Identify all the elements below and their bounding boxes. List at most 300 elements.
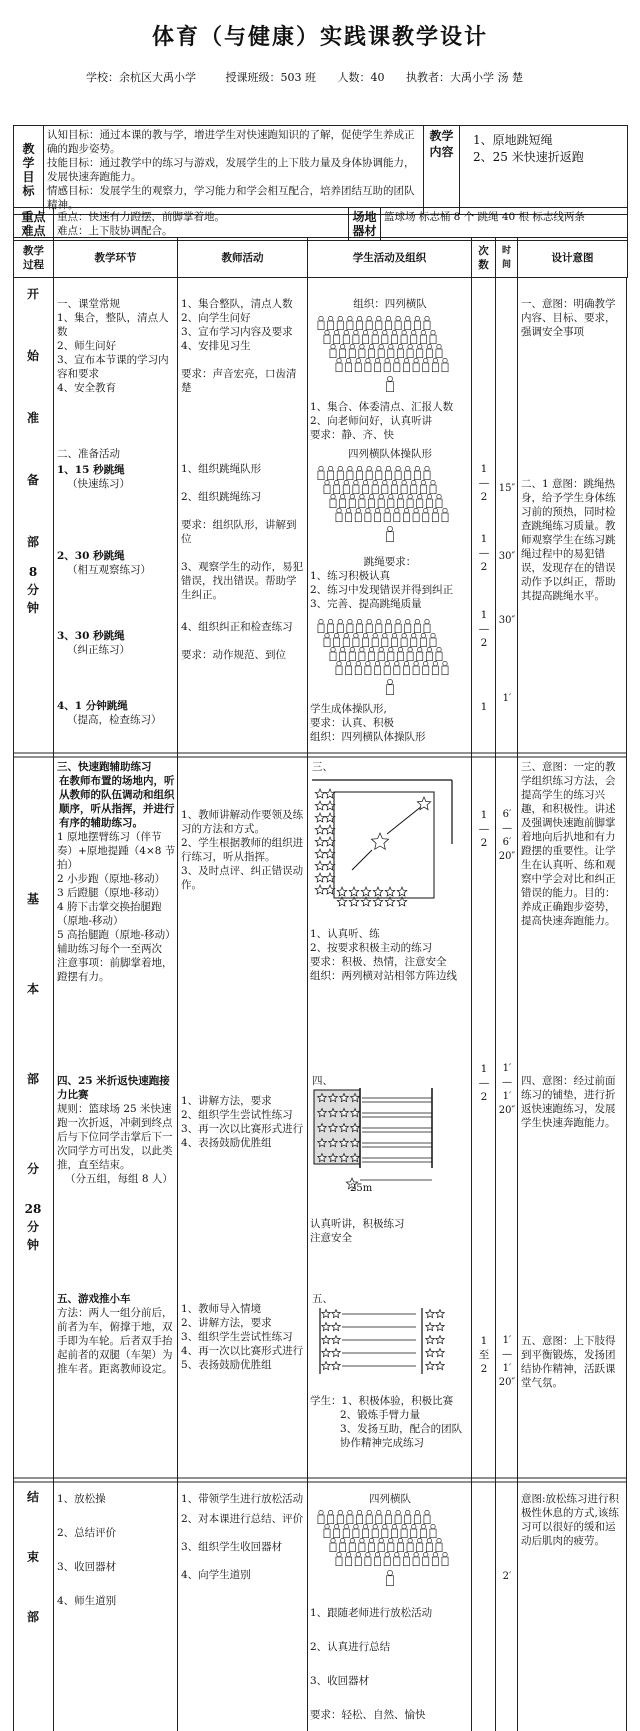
section-basic-label: 基 本 部 分 28 分 钟 (24, 892, 42, 1252)
person-icon (394, 508, 400, 521)
person-icon (346, 1552, 352, 1565)
person-icon (347, 1510, 353, 1523)
formation-diagram-3 (315, 617, 465, 699)
diag4-label: 四、 (312, 1075, 333, 1087)
diag3-label: 三、 (312, 761, 333, 773)
person-icon (384, 358, 390, 371)
formation-diagram-end (315, 1508, 465, 1592)
goals-text (44, 126, 424, 215)
person-icon (417, 1538, 423, 1551)
content-item: 2、25 米快速折返跑 (473, 150, 584, 164)
person-icon (436, 647, 442, 660)
person-icon (372, 633, 378, 646)
hard-point: 难点：上下肢协调配合。 (57, 225, 173, 237)
student-star-icon (325, 861, 335, 870)
student-star-icon (373, 887, 383, 896)
person-icon (349, 1538, 355, 1551)
student-star-icon (325, 789, 335, 798)
person-icon (430, 330, 436, 343)
end-intent: 意图:放松练习进行积极性休息的方式,该练习可以很好的缓和运动后肌肉的疲劳。 (521, 1493, 620, 1547)
person-icon (340, 344, 346, 357)
basic-step3: 三、快速跑辅助练习 在教师布置的场地内，听从教师的队伍调动和组织顺序，听从指挥，并进行有序的辅助练习。 1 原地摆臂练习（伴节奏）+原地提踵（4×8 节拍） 2 小步跑（原地-移动） 3 后蹬腿（原地-移动） 4 胯下击掌交换抬腿跑（原地-移动） 5 高抬腿跑（原地-移动） 辅助练习每个一至两次 注意事项：前脚掌着地，蹬摆有力。 (57, 761, 176, 983)
student-star-icon (426, 1310, 435, 1318)
person-icon (366, 466, 372, 479)
person-icon (359, 647, 365, 660)
person-icon (340, 494, 346, 507)
student-star-icon (397, 887, 407, 896)
person-icon (362, 633, 368, 646)
student-star-icon (325, 825, 335, 834)
person-icon (401, 480, 407, 493)
person-icon (374, 358, 380, 371)
content-item: 1、原地跳短绳 (473, 133, 553, 147)
person-icon (366, 619, 372, 632)
student-star-icon (315, 813, 325, 822)
person-icon (432, 358, 438, 371)
person-icon (353, 330, 359, 343)
person-icon (432, 1552, 438, 1565)
start-student1: 1、集合、体委清点、汇报人数 2、向老师问好，认真听讲 要求：静、齐、快 (310, 401, 454, 441)
person-icon (414, 466, 420, 479)
person-icon (346, 358, 352, 371)
person-icon (378, 647, 384, 660)
person-icon (397, 344, 403, 357)
person-icon (343, 330, 349, 343)
person-icon (376, 466, 382, 479)
basic-teacher4: 1、讲解方法，要求 2、组织学生尝试性练习 3、再一次以比赛形式进行 4、表扬鼓励优胜组 (181, 1095, 304, 1149)
header-intent: 设计意图 (518, 238, 628, 278)
person-icon (353, 480, 359, 493)
person-icon (376, 316, 382, 329)
person-icon (366, 1510, 372, 1523)
section-start-label: 开 始 准 备 部 8 分 钟 (26, 287, 39, 615)
start-times: 1 — 2 1 — 2 1 — 2 1 (478, 463, 490, 713)
person-icon (405, 466, 411, 479)
person-icon (417, 344, 423, 357)
person-icon (372, 1524, 378, 1537)
person-icon (318, 1510, 324, 1523)
person-icon (356, 316, 362, 329)
header-student: 学生活动及组织 (308, 238, 472, 278)
student-star-icon (325, 885, 335, 894)
person-icon (430, 633, 436, 646)
student-star-icon (426, 1349, 435, 1357)
start-intent1: 一、意图：明确教学内容、目标、要求，强调安全事项 (521, 298, 616, 338)
person-icon (385, 1510, 391, 1523)
start-teacher2: 1、组织跳绳队形 2、组织跳绳练习 要求：组织队形，讲解到位 3、观察学生的动作，易犯错误，找出错误。帮助学生纠正。 4、组织纠正和检查练习 要求：动作规范、到位 (181, 463, 304, 661)
key-point: 重点：快速有力蹬摆，前脚掌着地。 (57, 211, 225, 223)
person-icon (423, 508, 429, 521)
person-icon (403, 508, 409, 521)
person-icon (330, 344, 336, 357)
person-icon (414, 619, 420, 632)
student-star-icon (337, 887, 347, 896)
basic-intent4: 四、意图：经过前面练习的铺垫，进行折返快速跑练习，发展学生快速奔跑能力。 (521, 1075, 616, 1129)
basic-intent5: 五、意图：上下肢得到平衡锻炼，发扬团结协作精神，活跃课堂气氛。 (521, 1335, 616, 1389)
person-icon (334, 633, 340, 646)
person-icon (420, 480, 426, 493)
person-icon (382, 330, 388, 343)
school-value: 余杭区大禹小学 (119, 71, 196, 84)
student-star-icon (315, 849, 325, 858)
keypoints-table (13, 207, 628, 241)
person-icon (386, 526, 393, 541)
person-icon (336, 358, 342, 371)
person-icon (324, 1524, 330, 1537)
person-icon (407, 647, 413, 660)
end-student-title: 四列横队 (369, 1493, 411, 1505)
section-end-label: 结 束 部 (26, 1490, 39, 1624)
person-icon (417, 494, 423, 507)
student-star-icon (361, 887, 371, 896)
person-icon (359, 494, 365, 507)
person-icon (343, 1524, 349, 1537)
meta-line (0, 70, 640, 86)
basic-step4: 四、25 米折返快速跑接力比赛 规则：篮球场 25 米快速跑一次折返，冲刺到终点后与下位同学击掌后下一次同学方可出发，以此类推，直至结束。 （分五组，每组 8 人） (57, 1075, 173, 1185)
basic-student6: 认真听讲，积极练习 注意安全 (310, 1218, 405, 1244)
student-star-icon (385, 887, 395, 896)
person-icon (337, 1510, 343, 1523)
header-teacher: 教师活动 (178, 238, 308, 278)
person-icon (413, 358, 419, 371)
person-icon (388, 647, 394, 660)
person-icon (420, 330, 426, 343)
person-icon (420, 1524, 426, 1537)
person-icon (394, 358, 400, 371)
person-icon (374, 508, 380, 521)
person-icon (432, 661, 438, 674)
person-icon (414, 316, 420, 329)
person-icon (403, 661, 409, 674)
person-icon (423, 358, 429, 371)
person-icon (349, 647, 355, 660)
person-icon (386, 679, 393, 694)
person-icon (324, 480, 330, 493)
student-star-icon (315, 873, 325, 882)
formation-diagram-2 (315, 464, 465, 550)
person-icon (442, 508, 448, 521)
person-icon (397, 647, 403, 660)
person-icon (417, 647, 423, 660)
end-student: 1、跟随老师进行放松活动 2、认真进行总结 3、收回器材 要求：轻松、自然、愉快 (310, 1607, 433, 1721)
person-icon (413, 1552, 419, 1565)
student-star-icon (315, 885, 325, 894)
person-icon (334, 480, 340, 493)
basic-step5: 五、游戏推小车 方法：两人一组分前后，前者为车，俯撑于地，双手即为车轮。后者双手抬起前者的双腿（车架）为推车者。距离教师设定。 (57, 1293, 173, 1375)
person-icon (368, 1538, 374, 1551)
person-icon (407, 344, 413, 357)
person-icon (349, 494, 355, 507)
person-icon (442, 1552, 448, 1565)
person-icon (368, 494, 374, 507)
student-star-icon (332, 1323, 341, 1331)
person-icon (365, 1552, 371, 1565)
person-icon (328, 316, 334, 329)
person-icon (384, 508, 390, 521)
cart-diagram-5 (312, 1306, 462, 1378)
person-icon (365, 358, 371, 371)
person-icon (413, 661, 419, 674)
basic-time4: 1′ — 1′ 20″ (498, 1063, 516, 1116)
person-icon (340, 647, 346, 660)
header-step: 教学环节 (54, 238, 178, 278)
header-process: 教学过程 (14, 238, 54, 278)
person-icon (343, 480, 349, 493)
person-icon (436, 1538, 442, 1551)
person-icon (442, 358, 448, 371)
person-icon (401, 1524, 407, 1537)
person-icon (362, 330, 368, 343)
student-star-icon (322, 1349, 331, 1357)
keypoints-text (54, 208, 349, 241)
student-star-icon (332, 1362, 341, 1370)
goal-skill: 技能目标：通过教学中的练习与游戏，发展学生的上下肢力量及身体协调能力，发展快速奔跑能力。 (47, 157, 415, 183)
person-icon (411, 1524, 417, 1537)
header-times: 次数 (472, 238, 496, 278)
person-icon (386, 1570, 393, 1585)
person-icon (347, 619, 353, 632)
student-star-icon (426, 1336, 435, 1344)
end-steps: 1、放松操 2、总结评价 3、收回器材 4、师生道别 (57, 1493, 117, 1607)
person-icon (353, 1524, 359, 1537)
person-icon (356, 466, 362, 479)
person-icon (336, 661, 342, 674)
person-icon (426, 1538, 432, 1551)
venue-label: 场地器材 (349, 208, 381, 241)
basic-intent3: 三、意图：一定的教学组织练习方法，会提高学生的练习兴趣，和积极性。讲述及强调快速跑前脚掌着地向后扒地和有力蹬摆的重要性。让学生在认真听、练和观察中学会对比和纠正错误的能力。目的：养成正确跑步姿势，提高快速奔跑能力。 (521, 761, 616, 927)
person-icon (423, 1552, 429, 1565)
person-icon (318, 316, 324, 329)
person-icon (374, 1552, 380, 1565)
goal-cognitive: 认知目标：通过本课的教与学，增进学生对快速跑知识的了解，促使学生养成正确的跑步姿势。 (47, 129, 415, 155)
header-time: 时间 (496, 238, 518, 278)
person-icon (407, 1538, 413, 1551)
person-icon (405, 1510, 411, 1523)
person-icon (411, 480, 417, 493)
person-icon (365, 508, 371, 521)
person-icon (318, 466, 324, 479)
student-star-icon (332, 1349, 341, 1357)
person-icon (324, 330, 330, 343)
start-step1: 一、课堂常规 1、集合，整队，清点人数 2、师生问好 3、宣布本节课的学习内容和要求 4、安全教育 (57, 298, 169, 394)
person-icon (432, 508, 438, 521)
basic-student5: 1、认真听、练 2、按要求积极主动的练习 要求：积极、热情，注意安全 组织：两列横对站相邻方阵边线 (310, 928, 457, 982)
person-icon (346, 508, 352, 521)
person-icon (391, 480, 397, 493)
person-icon (411, 330, 417, 343)
basic-times5: 1 至 2 (478, 1335, 490, 1375)
student-star-icon (325, 873, 335, 882)
basic-teacher3: 1、教师讲解动作要领及练习的方法和方式。 2、学生根据教师的组织进行练习，听从指挥。 3、及时点评、纠正错误动作。 (181, 809, 304, 891)
person-icon (426, 647, 432, 660)
person-icon (356, 619, 362, 632)
person-icon (384, 1552, 390, 1565)
start-step2: 二、准备活动 1、15 秒跳绳 （快速练习） 2、30 秒跳绳 （相互观察练习） 3、30 秒跳绳 （纠正练习） 4、1 分钟跳绳 （提高，检查练习） (57, 448, 162, 726)
person-icon (378, 494, 384, 507)
person-icon (328, 466, 334, 479)
person-icon (430, 480, 436, 493)
student-star-icon (436, 1310, 445, 1318)
student-star-icon (322, 1362, 331, 1370)
process-header (13, 237, 628, 278)
person-icon (382, 633, 388, 646)
goals-table (13, 125, 628, 215)
person-icon (355, 508, 361, 521)
person-icon (330, 647, 336, 660)
person-icon (403, 1552, 409, 1565)
person-icon (413, 508, 419, 521)
person-icon (405, 316, 411, 329)
person-icon (391, 1524, 397, 1537)
person-icon (337, 619, 343, 632)
person-icon (376, 1510, 382, 1523)
person-icon (334, 1524, 340, 1537)
basic-time3: 6′ — 6′ 20″ (498, 809, 516, 862)
person-icon (424, 619, 430, 632)
person-icon (340, 1538, 346, 1551)
basic-teacher5: 1、教师导入情境 2、讲解方法，要求 3、组织学生尝试性练习 4、再一次以比赛形式进行 5、表扬鼓励优胜组 (181, 1303, 304, 1371)
person-icon (424, 466, 430, 479)
person-icon (384, 661, 390, 674)
person-icon (347, 466, 353, 479)
content-text (460, 126, 628, 215)
field-diagram-3 (312, 774, 462, 914)
person-icon (336, 508, 342, 521)
person-icon (328, 619, 334, 632)
person-icon (356, 1510, 362, 1523)
person-icon (385, 619, 391, 632)
person-icon (324, 633, 330, 646)
person-icon (378, 1538, 384, 1551)
person-icon (436, 344, 442, 357)
person-icon (395, 466, 401, 479)
person-icon (401, 330, 407, 343)
person-icon (378, 344, 384, 357)
student-star-icon (315, 789, 325, 798)
person-icon (407, 494, 413, 507)
person-icon (388, 494, 394, 507)
person-icon (395, 316, 401, 329)
student-star-icon (322, 1323, 331, 1331)
person-icon (366, 316, 372, 329)
person-icon (347, 316, 353, 329)
student-star-icon (436, 1362, 445, 1370)
person-icon (382, 1524, 388, 1537)
person-icon (391, 330, 397, 343)
person-icon (372, 330, 378, 343)
person-icon (336, 1552, 342, 1565)
person-icon (355, 358, 361, 371)
student-star-icon (315, 825, 325, 834)
person-icon (401, 633, 407, 646)
person-icon (386, 376, 393, 391)
basic-times3: 1 — 2 (478, 809, 490, 849)
start-student2-title: 四列横队体操队形 (348, 448, 432, 460)
person-icon (436, 494, 442, 507)
person-icon (414, 1510, 420, 1523)
formation-diagram-1 (315, 314, 465, 400)
person-icon (391, 633, 397, 646)
person-icon (337, 316, 343, 329)
goal-emotion: 情感目标：发展学生的观察力，学习能力和学会相互配合，培养团结互助的团队精神。 (47, 185, 415, 211)
count-label: 人数： (337, 71, 371, 84)
student-star-icon (325, 837, 335, 846)
person-icon (395, 1510, 401, 1523)
class-label: 授课班级： (225, 71, 281, 84)
person-icon (376, 619, 382, 632)
start-intent2: 二、1 意图：跳绳热身，给予学生身体练习前的预热，同时检查跳绳练习质量。教师观察学生在练习跳绳过程中的易犯错误，发现存在的错误动作予以纠正，帮助其提高跳绳水平。 (521, 478, 616, 602)
student-star-icon (426, 1362, 435, 1370)
teacher-label: 执教者： (406, 71, 450, 84)
basic-times4: 1 — 2 (478, 1063, 490, 1103)
person-icon (359, 1538, 365, 1551)
student-star-icon (436, 1323, 445, 1331)
person-icon (343, 633, 349, 646)
person-icon (337, 466, 343, 479)
end-teacher: 1、带领学生进行放松活动 2、对本课进行总结、评价 3、组织学生收回器材 4、向学生道别 (181, 1493, 304, 1581)
person-icon (388, 1538, 394, 1551)
person-icon (397, 1538, 403, 1551)
student-star-icon (325, 849, 335, 858)
student-star-icon (426, 1323, 435, 1331)
person-icon (346, 661, 352, 674)
diag5-label: 五、 (312, 1293, 333, 1305)
basic-student7: 学生：1、积极体验，积极比赛 2、锻炼手臂力量 3、发扬互助，配合的团队协作精神完成练习 (310, 1395, 463, 1449)
start-student3: 跳绳要求： 1、练习积极认真 2、练习中发现错误并得到纠正 3、完善、提高跳绳质量 (310, 556, 454, 610)
person-icon (372, 480, 378, 493)
teacher-value: 大禹小学 汤 楚 (450, 71, 523, 84)
person-icon (411, 633, 417, 646)
person-icon (328, 1510, 334, 1523)
person-icon (355, 1552, 361, 1565)
person-icon (395, 619, 401, 632)
person-icon (365, 661, 371, 674)
diag4-distance: 25m (350, 1183, 373, 1194)
person-icon (430, 1524, 436, 1537)
student-star-icon (371, 833, 388, 849)
keypoints-label: 重点 难点 (14, 208, 54, 241)
venue-text: 篮球场 标志桶 8 个 跳绳 40 根 标志线两条 (381, 208, 628, 241)
page-title: 体育（与健康）实践课教学设计 (151, 24, 488, 50)
student-star-icon (315, 861, 325, 870)
school-label: 学校： (86, 71, 119, 84)
relay-diagram-4 (312, 1088, 462, 1198)
class-value: 503 班 (280, 71, 316, 84)
start-teacher1: 1、集合整队，清点人数 2、向学生问好 3、宣布学习内容及要求 4、安排见习生 要求：声音宏亮，口齿清楚 (181, 298, 297, 394)
person-icon (362, 480, 368, 493)
end-time: 2′ (502, 1571, 512, 1582)
person-icon (394, 1552, 400, 1565)
student-star-icon (436, 1336, 445, 1344)
person-icon (424, 316, 430, 329)
person-icon (423, 661, 429, 674)
person-icon (420, 633, 426, 646)
person-icon (330, 1538, 336, 1551)
start-student1-title: 组织：四列横队 (353, 298, 427, 310)
person-icon (426, 494, 432, 507)
person-icon (368, 647, 374, 660)
person-icon (403, 358, 409, 371)
start-time: 15″ 30″ 30″ 1′ (498, 483, 516, 704)
person-icon (426, 344, 432, 357)
person-icon (374, 661, 380, 674)
person-icon (388, 344, 394, 357)
person-icon (362, 1524, 368, 1537)
person-icon (385, 316, 391, 329)
person-icon (394, 661, 400, 674)
person-icon (442, 661, 448, 674)
person-icon (385, 466, 391, 479)
